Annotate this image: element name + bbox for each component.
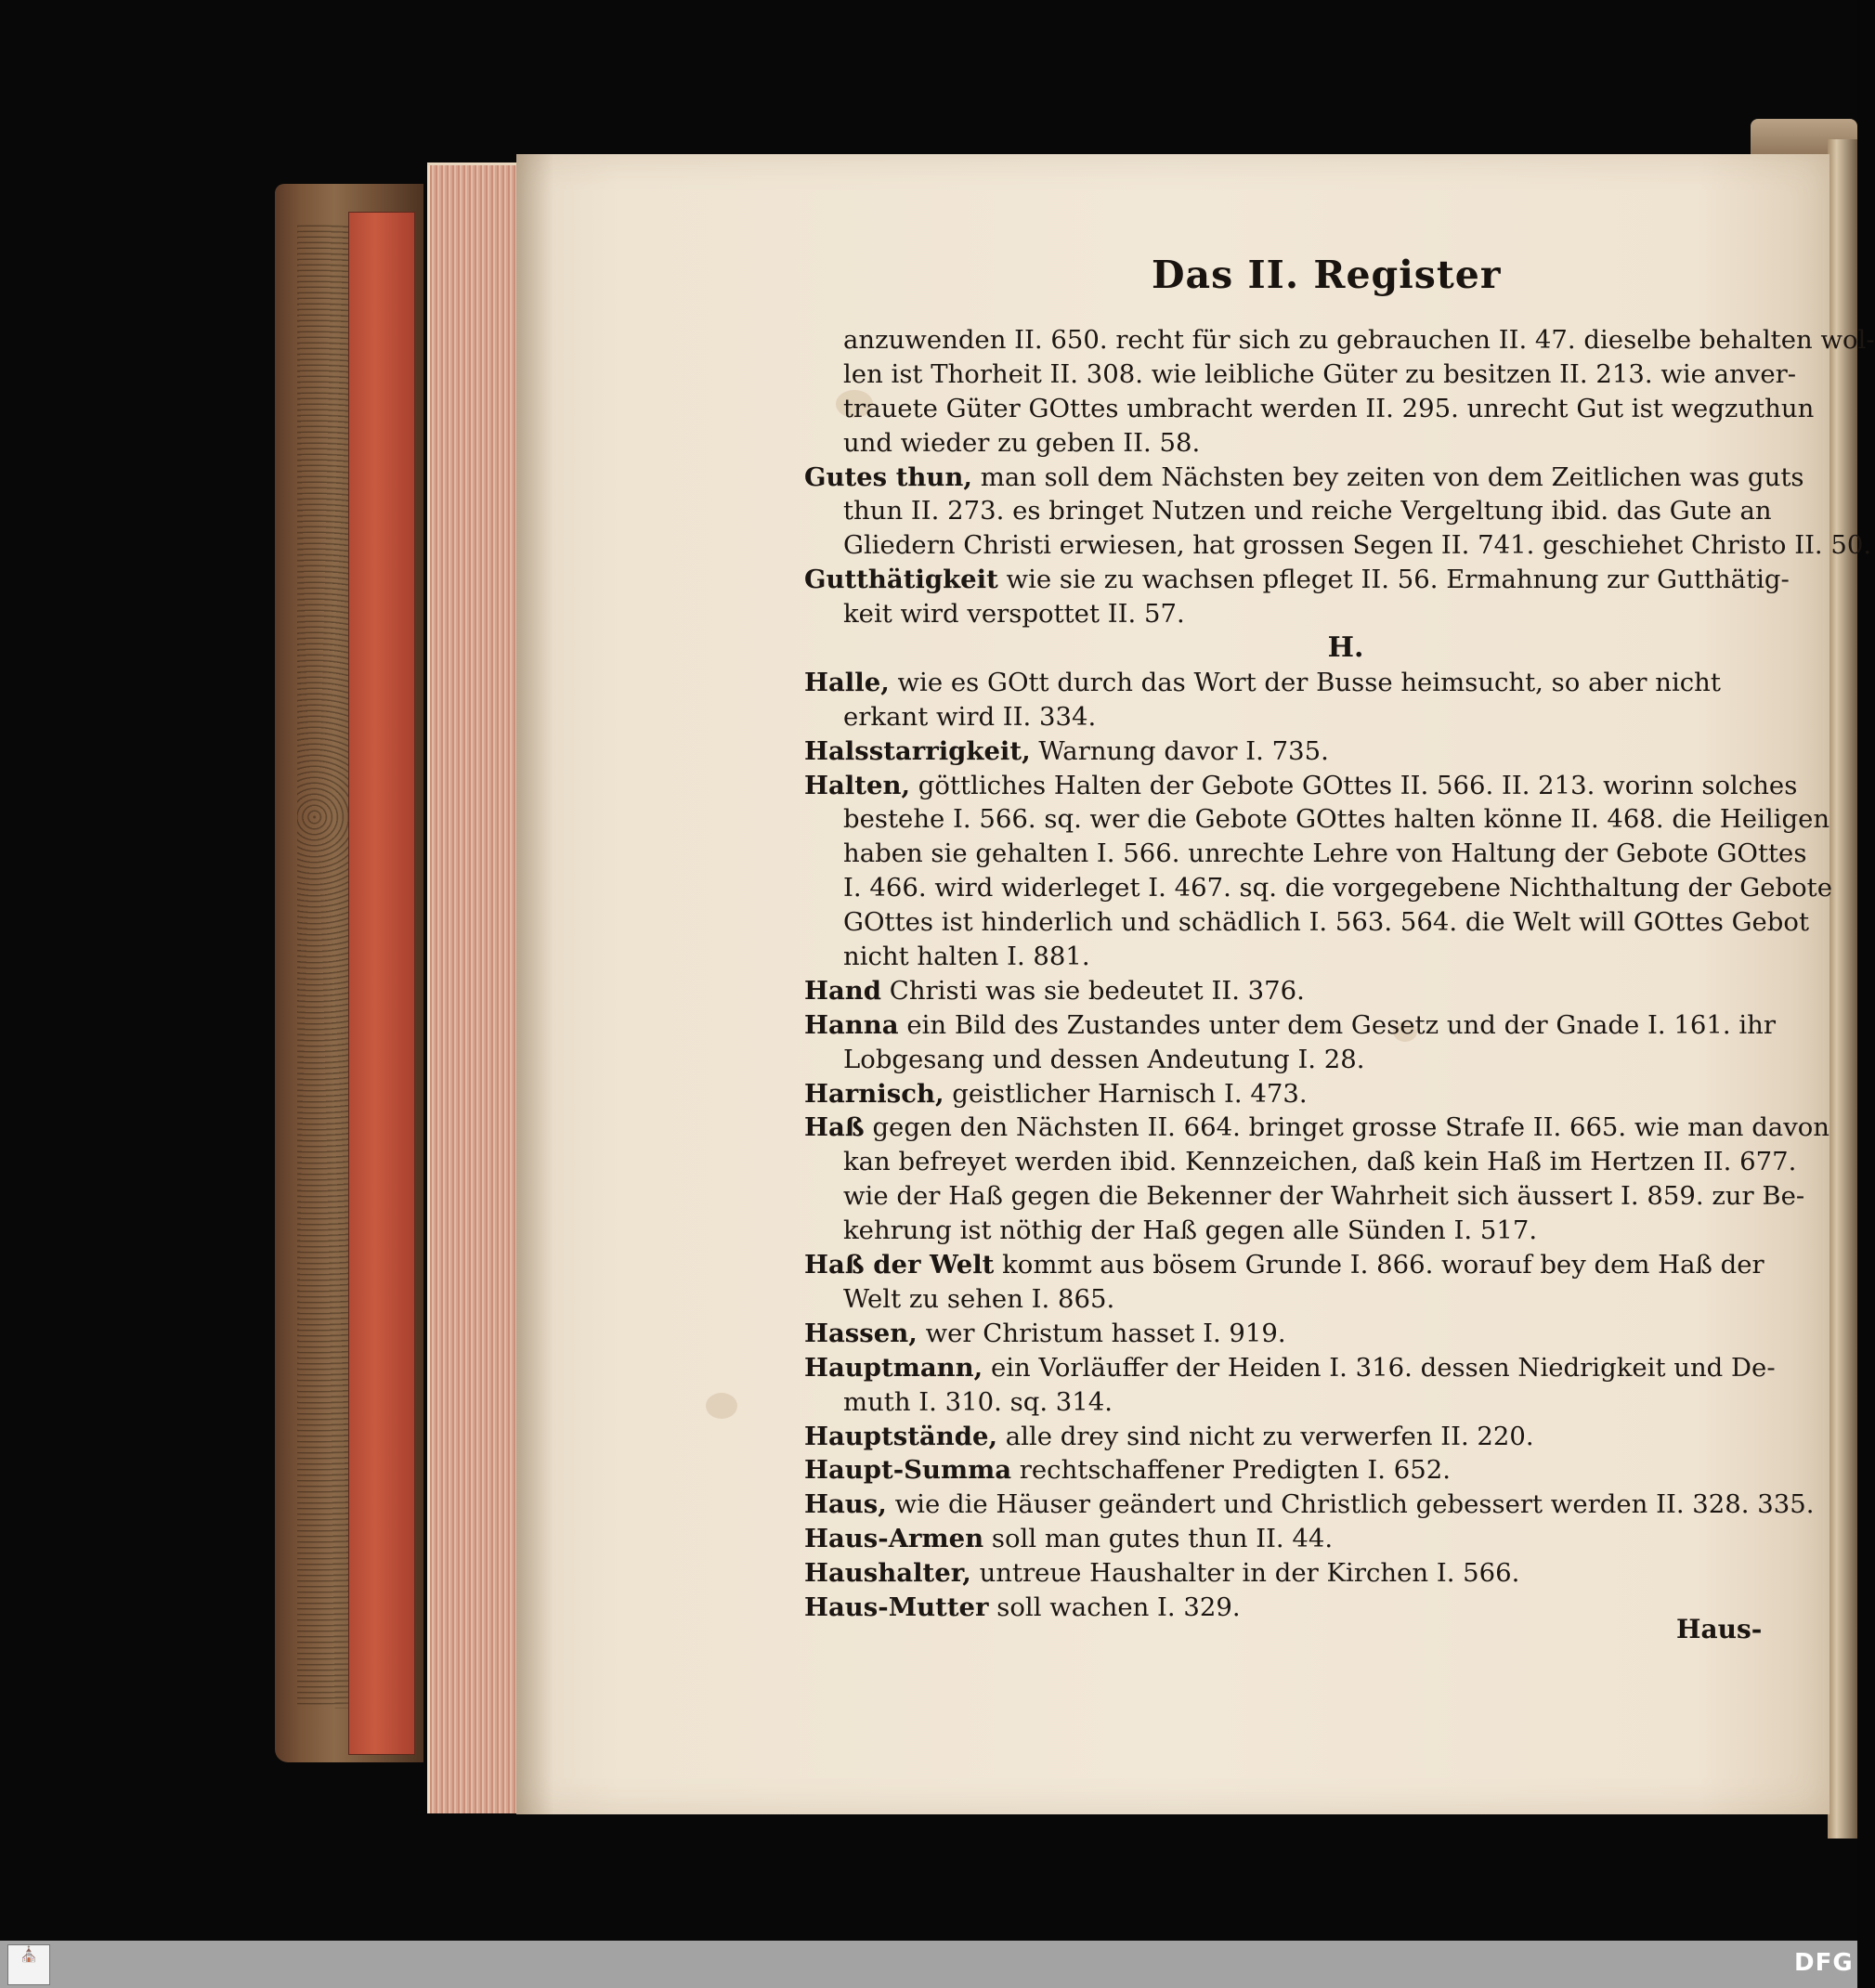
entry-text: kehrung ist nöthig der Haß gegen alle Sünden I. 517. <box>843 1215 1538 1246</box>
register-entry-line <box>804 1453 1757 1488</box>
entry-text: rechtschaffener Predigten I. 652. <box>1019 1455 1451 1486</box>
entry-text: ein Vorläuffer der Heiden I. 316. dessen Niedrigkeit und De- <box>990 1352 1776 1383</box>
page-stack-edges <box>427 165 521 1813</box>
register-entry-continuation <box>804 1282 1757 1317</box>
entry-text: haben sie gehalten I. 566. unrechte Lehre von Haltung der Gebote GOttes <box>843 838 1807 869</box>
entry-headword: Gutes thun, <box>804 461 972 492</box>
entry-text: untreue Haushalter in der Kirchen I. 566. <box>979 1558 1520 1589</box>
entry-text: thun II. 273. es bringet Nutzen und reiche Vergeltung ibid. das Gute an <box>843 496 1772 526</box>
entry-headword: Hand <box>804 975 882 1006</box>
red-page-edge <box>348 212 415 1755</box>
register-entry-continuation <box>804 1179 1805 1214</box>
entry-headword: Harnisch, <box>804 1078 944 1109</box>
register-entry-line <box>804 1008 1777 1043</box>
entry-text: wie die Häuser geändert und Christlich gebessert werden II. 328. 335. <box>894 1489 1815 1520</box>
entry-text: Gliedern Christi erwiesen, hat grossen Segen II. 741. geschiehet Christo II. 50. <box>843 530 1872 561</box>
register-entry-line <box>804 666 1757 700</box>
entry-text: göttliches Halten der Gebote GOttes II. 566. II. 213. worinn solches <box>918 770 1798 800</box>
entry-text: anzuwenden II. 650. recht für sich zu gebrauchen II. 47. dieselbe behalten wol- <box>843 325 1875 355</box>
register-entry-line <box>804 563 1790 597</box>
dfg-logo[interactable]: DFG <box>1794 1949 1854 1977</box>
register-entry-continuation <box>804 1145 1797 1179</box>
section-letter: H. <box>1327 631 1364 665</box>
register-entry-line <box>804 1522 1757 1556</box>
entry-text: soll man gutes thun II. 44. <box>991 1524 1334 1554</box>
entry-text: und wieder zu geben II. 58. <box>843 427 1201 458</box>
gutter-shadow <box>516 154 553 1814</box>
institution-logo[interactable] <box>7 1944 50 1985</box>
register-entry-line <box>804 1488 1815 1522</box>
register-index-text <box>804 323 1875 1625</box>
register-entry-line <box>804 974 1757 1008</box>
entry-headword: Haushalter, <box>804 1558 971 1589</box>
entry-headword: Haus-Mutter <box>804 1592 989 1622</box>
register-entry-continuation <box>804 1043 1757 1077</box>
entry-headword: Halle, <box>804 667 890 697</box>
entry-text: wer Christum hasset I. 919. <box>925 1318 1286 1348</box>
register-entry-continuation <box>804 802 1830 837</box>
entry-headword: Halsstarrigkeit, <box>804 735 1031 766</box>
register-entry-continuation <box>804 871 1833 905</box>
entry-text: wie der Haß gegen die Bekenner der Wahrheit sich äussert I. 859. zur Be- <box>843 1181 1805 1212</box>
entry-text: geistlicher Harnisch I. 473. <box>952 1078 1308 1109</box>
entry-text: Lobgesang und dessen Andeutung I. 28. <box>843 1044 1365 1074</box>
entry-text: len ist Thorheit II. 308. wie leibliche Güter zu besitzen II. 213. wie anver- <box>843 358 1797 389</box>
entry-text: ein Bild des Zustandes unter dem Gesetz und der Gnade I. 161. ihr <box>906 1009 1777 1040</box>
facing-page-edge <box>1828 139 1857 1839</box>
entry-headword: Haupt-Summa <box>804 1455 1012 1486</box>
entry-text: alle drey sind nicht zu verwerfen II. 220. <box>1005 1421 1534 1451</box>
entry-text: nicht halten I. 881. <box>843 942 1090 972</box>
register-entry-line <box>804 1351 1776 1385</box>
register-entry-line <box>804 323 1875 357</box>
register-entry-line <box>804 734 1757 769</box>
entry-text: kommt aus bösem Grunde I. 866. worauf bey dem Haß der <box>1002 1250 1764 1280</box>
register-entry-line <box>804 1248 1764 1282</box>
entry-headword: Gutthätigkeit <box>804 565 998 595</box>
viewer-footer-bar <box>0 1941 1857 1988</box>
marbled-cover-texture <box>297 223 355 1709</box>
entry-headword: Haus-Armen <box>804 1524 984 1554</box>
entry-text: Warnung davor I. 735. <box>1038 735 1329 766</box>
entry-text: kan befreyet werden ibid. Kennzeichen, daß kein Haß im Hertzen II. 677. <box>843 1147 1797 1177</box>
entry-headword: Halten, <box>804 770 911 800</box>
register-entry-line <box>804 1111 1829 1145</box>
entry-text: wie sie zu wachsen pfleget II. 56. Ermahnung zur Gutthätig- <box>1006 565 1790 595</box>
entry-headword: Haus, <box>804 1489 887 1520</box>
entry-headword: Haß <box>804 1112 865 1143</box>
register-entry-continuation <box>804 940 1757 974</box>
entry-text: soll wachen I. 329. <box>996 1592 1241 1622</box>
entry-text: GOttes ist hinderlich und schädlich I. 563. 564. die Welt will GOttes Gebot <box>843 907 1810 938</box>
register-entry-line <box>804 1420 1757 1454</box>
register-entry-continuation <box>804 426 1757 461</box>
register-entry-continuation <box>804 357 1797 392</box>
register-entry-line <box>804 769 1798 803</box>
entry-headword: Haß der Welt <box>804 1250 995 1280</box>
register-entry-continuation <box>804 392 1815 426</box>
logo-emblem-icon: ⛪ <box>20 1945 38 1963</box>
entry-text: Christi was sie bedeutet II. 376. <box>889 975 1305 1006</box>
entry-text: Welt zu sehen I. 865. <box>843 1283 1115 1314</box>
entry-headword: Hauptmann, <box>804 1352 983 1383</box>
entry-text: wie es GOtt durch das Wort der Busse heimsucht, so aber nicht <box>897 667 1721 697</box>
register-entry-continuation <box>804 597 1757 631</box>
register-entry-line <box>804 1317 1757 1351</box>
entry-text: trauete Güter GOttes umbracht werden II. 295. unrecht Gut ist wegzuthun <box>843 393 1815 423</box>
entry-text: I. 466. wird widerleget I. 467. sq. die vorgegebene Nichthaltung der Gebote <box>843 873 1833 903</box>
register-entry-continuation <box>804 494 1772 528</box>
register-entry-continuation <box>804 700 1757 734</box>
register-entry-continuation <box>804 837 1807 871</box>
foxing-spot <box>706 1393 737 1419</box>
register-entry-line <box>804 1077 1757 1111</box>
page-header: Das II. Register <box>1152 253 1502 297</box>
entry-headword: Hauptstände, <box>804 1421 998 1451</box>
entry-text: man soll dem Nächsten bey zeiten von dem Zeitlichen was guts <box>980 461 1804 492</box>
entry-text: bestehe I. 566. sq. wer die Gebote GOttes halten könne II. 468. die Heiligen <box>843 804 1830 835</box>
register-entry-line <box>804 461 1804 495</box>
register-entry-continuation <box>804 528 1872 563</box>
catchword: Haus- <box>1676 1614 1763 1644</box>
entry-text: gegen den Nächsten II. 664. bringet grosse Strafe II. 665. wie man davon <box>872 1112 1829 1143</box>
entry-text: erkant wird II. 334. <box>843 701 1097 732</box>
register-entry-line <box>804 1556 1757 1591</box>
entry-headword: Hassen, <box>804 1318 918 1348</box>
register-entry-continuation <box>804 1385 1757 1420</box>
register-entry-continuation <box>804 1214 1757 1248</box>
entry-headword: Hanna <box>804 1009 899 1040</box>
register-entry-continuation <box>804 905 1810 940</box>
entry-text: keit wird verspottet II. 57. <box>843 599 1185 630</box>
register-entry-line <box>804 1591 1757 1625</box>
entry-text: muth I. 310. sq. 314. <box>843 1386 1113 1417</box>
